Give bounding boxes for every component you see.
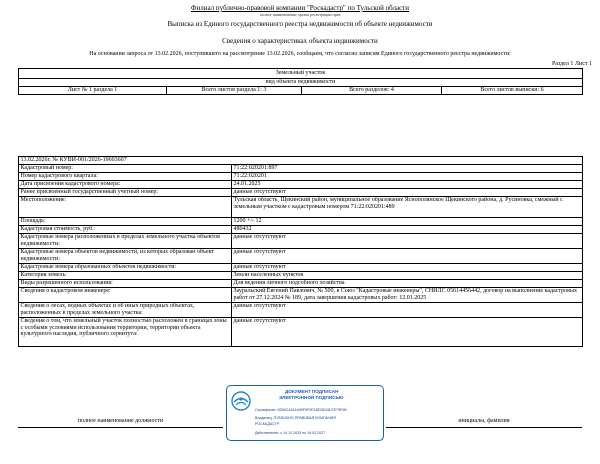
detail-row-value: данные отсутствуют — [232, 189, 583, 197]
org-caption: полное наименование органа регистрации прав — [259, 12, 341, 17]
total-sheets: Всего листов выписки: 6 — [442, 87, 583, 95]
name-caption: инициалы, фамилия — [458, 418, 510, 424]
detail-row-label: Сведения о лесах, водных объектах и об иных природных объектах, расположенных в пределах земельного участка: — [19, 303, 232, 318]
stamp-owner: Владелец: ПУБЛИЧНО-ПРАВОВАЯ КОМПАНИЯ — [255, 416, 336, 420]
object-kind-caption: вид объекта недвижимости — [265, 78, 336, 85]
detail-row-value: данные отсутствуют — [232, 318, 583, 347]
detail-row-value: 1200 +/- 12 — [232, 218, 583, 226]
main-row-value: 71:22:020201:897 — [232, 165, 583, 173]
details-table — [18, 180, 583, 347]
detail-row-label: Кадастровые номера расположенных в пределах земельного участка объектов недвижимости: — [19, 234, 232, 249]
stamp-certificate: Сертификат: 00B9C4A11A99F0F0E1BD3E43D7E75F0B — [255, 408, 347, 412]
section-info: Раздел 1 Лист 1 — [551, 61, 592, 67]
main-row-value: 24.01.2025 — [232, 181, 583, 189]
main-row-label: Дата присвоения кадастрового номера: — [19, 181, 232, 189]
total-sections: Всего разделов: 4 — [302, 87, 442, 95]
detail-row-label: Кадастровые номера образованных объектов недвижимости: — [19, 264, 232, 272]
total-section-sheets: Всего листов раздела 1: 3 — [167, 87, 302, 95]
position-caption: полное наименование должности — [77, 418, 164, 424]
detail-row-value: Для ведения личного подсобного хозяйства — [232, 280, 583, 288]
doc-number: 13.02.2026г. № КУВИ-001/2026-19603607 — [19, 157, 583, 165]
main-row-label: Номер кадастрового квартала: — [19, 173, 232, 181]
spacer-row — [19, 181, 583, 189]
main-row-value: 71:22:020201 — [232, 173, 583, 181]
detail-row-label: Виды разрешенного использования: — [19, 280, 232, 288]
detail-row-value: Тульская область, Щекинский район, муниципальное образование Яснополянское Щекинского района, д. Русиновка, смежный с земельным участком с кадастровым номером 71:22:020201:489 — [232, 197, 583, 218]
stamp-title-2: ЭЛЕКТРОННОЙ ПОДПИСЬЮ — [279, 395, 344, 400]
intro-text: На основании запроса от 13.02.2026, поступившего на рассмотрение 13.02.2026, сообщаем, что согласно записям Единого государственного реестра недвижимости: — [89, 51, 511, 57]
detail-row-value: Земли населенных пунктов — [232, 272, 583, 280]
detail-row-value: 480432 — [232, 226, 583, 234]
roskadastr-logo-icon — [231, 391, 251, 411]
detail-row-label: Сведения о кадастровом инженере: — [19, 288, 232, 303]
stamp-owner-2: РОСКАДАСТР — [255, 422, 280, 426]
detail-row-label: Кадастровые номера объектов недвижимости, из которых образован объект недвижимости: — [19, 249, 232, 264]
object-kind-table — [18, 68, 583, 95]
detail-row-value: данные отсутствуют — [232, 249, 583, 264]
detail-row-value: Зауральский Евгений Павлович, № 500, в Союз "Кадастровые инженеры", СНИЛС 05614456442, договор на выполнение кадастровых работ от 27.12.2024 № 189, дата завершения кадастровых работ: 12.01.2025 — [232, 288, 583, 303]
stamp-title: ДОКУМЕНТ ПОДПИСАН — [285, 389, 339, 394]
sheet-number: Лист № 1 раздела 1 — [19, 87, 167, 95]
object-kind-cell — [19, 69, 583, 87]
document-title: Выписка из Единого государственного реестра недвижимости об объекте недвижимости — [167, 20, 433, 28]
detail-row-label: Сведения о том, что земельный участок полностью расположен в границах зоны с особыми условиями использования территории, территории объекта культурного наследия, публичного сервитута: — [19, 318, 232, 347]
main-row-label: Кадастровый номер: — [19, 165, 232, 173]
detail-row-label: Площадь: — [19, 218, 232, 226]
detail-row-label: Ранее присвоенный государственный учетный номер: — [19, 189, 232, 197]
detail-row-value: данные отсутствуют — [232, 264, 583, 272]
object-kind: Земельный участок — [275, 70, 326, 76]
electronic-signature-stamp — [226, 385, 384, 441]
detail-row-value: данные отсутствуют — [232, 303, 583, 318]
detail-row-label: Местоположение: — [19, 197, 232, 218]
stamp-validity: Действителен: с 14.12.2025 по 19.03.2027 — [255, 431, 326, 435]
document-subtitle: Сведения о характеристиках объекта недвижимости — [222, 37, 378, 45]
detail-row-label: Категория земель: — [19, 272, 232, 280]
org-name: Филиал публично-правовой компании "Роскадастр" по Тульской области — [191, 4, 409, 12]
detail-row-value: данные отсутствуют — [232, 234, 583, 249]
detail-row-label: Кадастровая стоимость, руб.: — [19, 226, 232, 234]
position-signature-line — [18, 427, 223, 428]
name-signature-line — [386, 427, 582, 428]
